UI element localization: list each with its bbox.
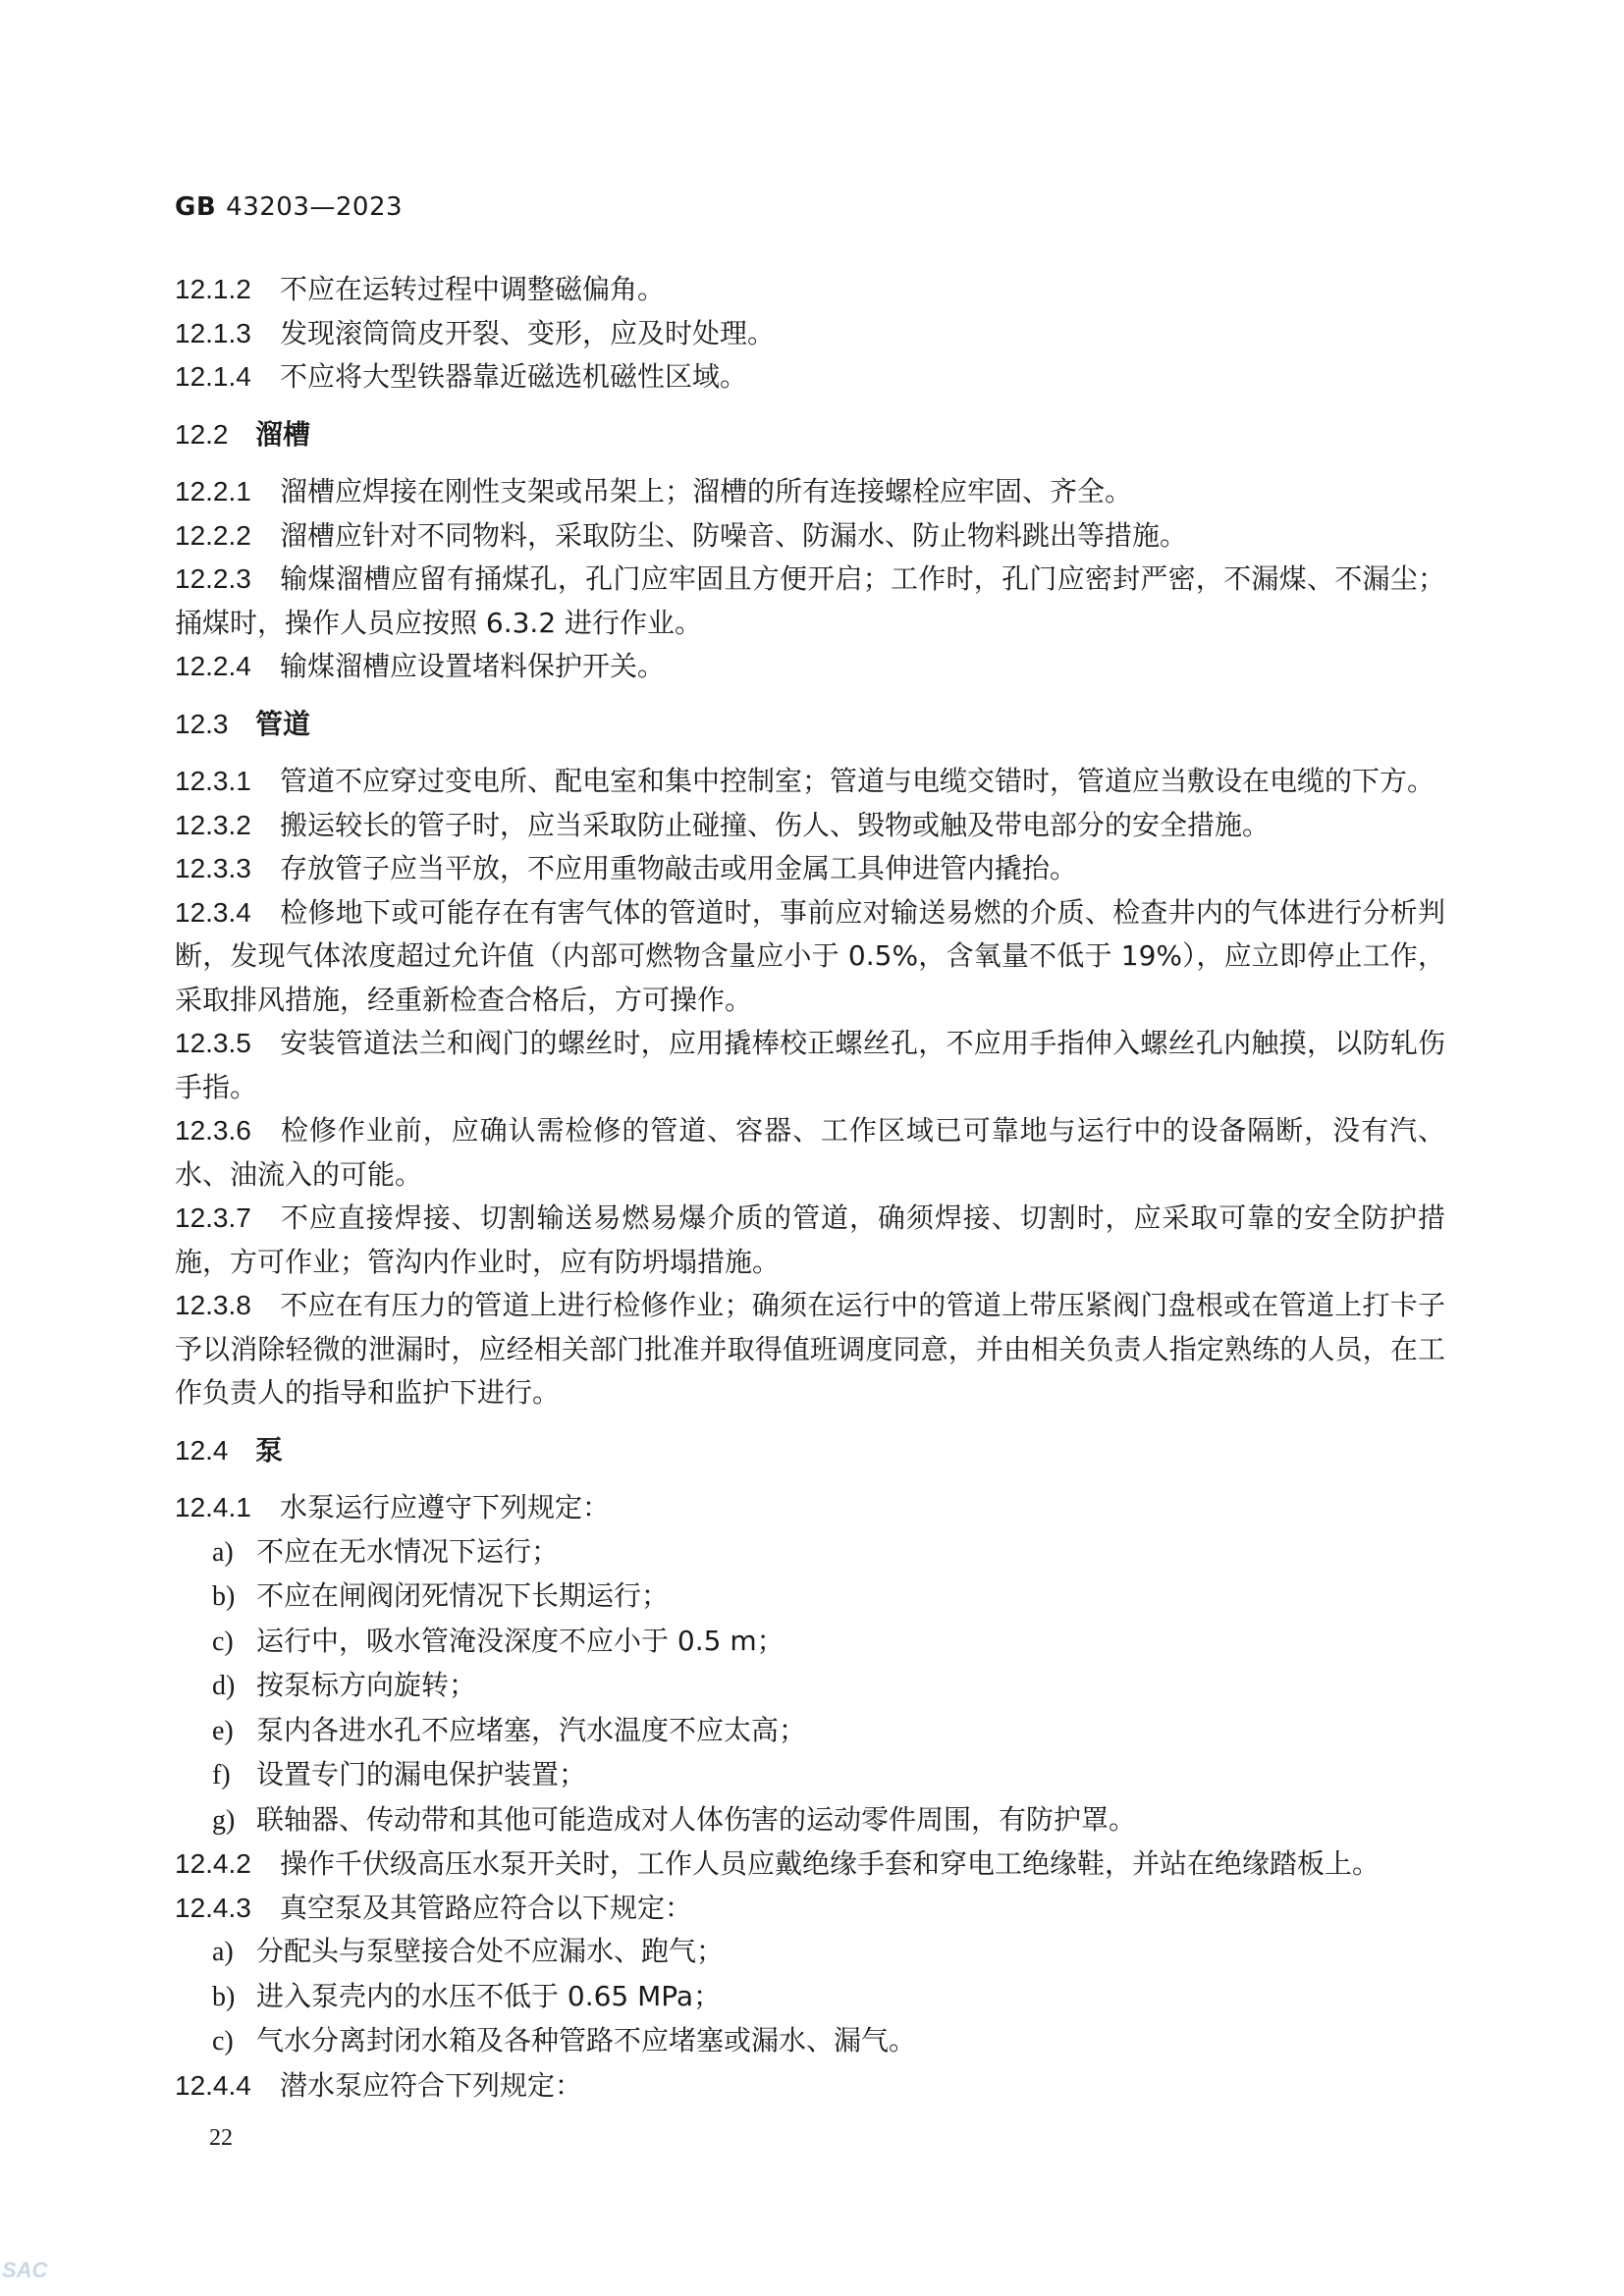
section-title: 管道 bbox=[255, 707, 311, 740]
clause-text: 操作千伏级高压水泵开关时，工作人员应戴绝缘手套和穿电工绝缘鞋，并站在绝缘踏板上。 bbox=[280, 1847, 1380, 1880]
clause-paragraph bbox=[175, 1842, 1445, 1887]
clause-number: 12.4.2 bbox=[175, 1848, 251, 1879]
list-item bbox=[175, 1798, 1445, 1843]
list-item bbox=[175, 1530, 1445, 1575]
section-number: 12.4 bbox=[175, 1434, 229, 1466]
clause-text: 存放管子应当平放，不应用重物敲击或用金属工具伸进管内撬抬。 bbox=[280, 852, 1078, 884]
clause-number: 12.3.3 bbox=[175, 853, 251, 883]
list-item-text: 设置专门的漏电保护装置； bbox=[256, 1758, 587, 1790]
clause-paragraph bbox=[175, 1284, 1445, 1415]
list-item-letter: b) bbox=[212, 1981, 236, 2012]
clause-number: 12.3.1 bbox=[175, 766, 251, 796]
clause-paragraph bbox=[175, 514, 1445, 559]
clause-text: 输煤溜槽应留有捅煤孔，孔门应牢固且方便开启；工作时，孔门应密封严密，不漏煤、不漏尘；捅煤时，操作人员应按照 6.3.2 进行作业。 bbox=[175, 562, 1445, 639]
list-item-text: 气水分离封闭水箱及各种管路不应堵塞或漏水、漏气。 bbox=[256, 2024, 917, 2056]
document-header bbox=[175, 192, 403, 222]
clause-paragraph bbox=[175, 760, 1445, 804]
section-heading bbox=[175, 703, 1445, 747]
list-item-letter: c) bbox=[212, 1626, 234, 1657]
section-heading bbox=[175, 413, 1445, 457]
sac-stamp-logo: SAC bbox=[2, 2258, 48, 2282]
standard-number: 43203—2023 bbox=[226, 192, 404, 222]
list-item-text: 不应在无水情况下运行； bbox=[256, 1534, 560, 1568]
document-body bbox=[175, 268, 1445, 2108]
list-item bbox=[175, 2019, 1445, 2064]
clause-paragraph bbox=[175, 1887, 1445, 1931]
list-item-letter: a) bbox=[212, 1536, 234, 1568]
section-number: 12.2 bbox=[175, 418, 229, 450]
clause-paragraph bbox=[175, 645, 1445, 689]
clause-number: 12.1.4 bbox=[175, 361, 251, 392]
list-item-text: 联轴器、传动带和其他可能造成对人体伤害的运动零件周围，有防护罩。 bbox=[256, 1802, 1137, 1836]
section-title: 泵 bbox=[255, 1433, 284, 1467]
list-item-text: 分配头与泵壁接合处不应漏水、跑气； bbox=[256, 1935, 725, 1967]
clause-number: 12.3.7 bbox=[175, 1202, 251, 1233]
clause-number: 12.3.5 bbox=[175, 1028, 251, 1058]
clause-paragraph bbox=[175, 847, 1445, 891]
list-item-letter: e) bbox=[212, 1715, 234, 1746]
clause-text: 不应直接焊接、切割输送易燃易爆介质的管道，确须焊接、切割时，应采取可靠的安全防护措施，方可作业；管沟内作业时，应有防坍塌措施。 bbox=[175, 1201, 1445, 1278]
clause-text: 不应将大型铁器靠近磁选机磁性区域。 bbox=[280, 360, 748, 393]
clause-text: 检修地下或可能存在有害气体的管道时，事前应对输送易燃的介质、检查井内的气体进行分析判断，发现气体浓度超过允许值（内部可燃物含量应小于 0.5%，含氧量不低于 19%），应立即停止工作，采取排风措施，经重新检查合格后，方可操作。 bbox=[175, 895, 1445, 1016]
clause-number: 12.2.3 bbox=[175, 563, 251, 594]
clause-paragraph bbox=[175, 355, 1445, 400]
page-number: 22 bbox=[209, 2125, 233, 2151]
list-item-letter: b) bbox=[212, 1581, 236, 1612]
clause-paragraph bbox=[175, 312, 1445, 356]
clause-number: 12.3.4 bbox=[175, 896, 251, 928]
list-item bbox=[175, 1753, 1445, 1798]
clause-paragraph bbox=[175, 1197, 1445, 1284]
section-number: 12.3 bbox=[175, 708, 229, 739]
list-item-text: 不应在闸阀闭死情况下长期运行； bbox=[256, 1579, 670, 1612]
list-item bbox=[175, 1930, 1445, 1975]
standard-code: GB bbox=[175, 192, 217, 222]
clause-paragraph bbox=[175, 1022, 1445, 1109]
list-item bbox=[175, 1664, 1445, 1709]
clause-paragraph bbox=[175, 1486, 1445, 1530]
section-heading bbox=[175, 1429, 1445, 1473]
list-item-letter: c) bbox=[212, 2026, 234, 2056]
clause-text: 溜槽应针对不同物料，采取防尘、防噪音、防漏水、防止物料跳出等措施。 bbox=[280, 518, 1188, 552]
clause-number: 12.1.3 bbox=[175, 317, 251, 348]
clause-number: 12.3.6 bbox=[175, 1115, 251, 1146]
clause-text: 潜水泵应符合下列规定： bbox=[280, 2068, 583, 2102]
clause-number: 12.4.4 bbox=[175, 2069, 251, 2101]
clause-paragraph bbox=[175, 1109, 1445, 1197]
clause-number: 12.2.1 bbox=[175, 476, 251, 507]
clause-paragraph bbox=[175, 558, 1445, 645]
list-item bbox=[175, 1620, 1445, 1665]
list-item-text: 进入泵壳内的水压不低于 0.65 MPa； bbox=[256, 1979, 722, 2012]
clause-paragraph bbox=[175, 804, 1445, 848]
clause-number: 12.3.8 bbox=[175, 1290, 251, 1320]
clause-text: 不应在有压力的管道上进行检修作业；确须在运行中的管道上带压紧阀门盘根或在管道上打卡子予以消除轻微的泄漏时，应经相关部门批准并取得值班调度同意，并由相关负责人指定熟练的人员，在工作负责人的指导和监护下进行。 bbox=[175, 1289, 1445, 1409]
list-item-letter: f) bbox=[212, 1760, 231, 1790]
list-item-text: 按泵标方向旋转； bbox=[256, 1669, 477, 1701]
list-item-letter: g) bbox=[212, 1804, 236, 1836]
clause-number: 12.2.2 bbox=[175, 519, 251, 551]
clause-paragraph bbox=[175, 470, 1445, 514]
list-item-text: 运行中，吸水管淹没深度不应小于 0.5 m； bbox=[256, 1624, 785, 1657]
clause-number: 12.2.4 bbox=[175, 651, 251, 681]
list-item-text: 泵内各进水孔不应堵塞，汽水温度不应太高； bbox=[256, 1713, 807, 1746]
clause-text: 不应在运转过程中调整磁偏角。 bbox=[280, 273, 666, 305]
clause-text: 输煤溜槽应设置堵料保护开关。 bbox=[280, 650, 666, 682]
clause-paragraph bbox=[175, 2064, 1445, 2109]
clause-number: 12.3.2 bbox=[175, 809, 251, 840]
clause-text: 管道不应穿过变电所、配电室和集中控制室；管道与电缆交错时，管道应当敷设在电缆的下方。 bbox=[280, 765, 1435, 797]
list-item bbox=[175, 1575, 1445, 1620]
list-item-letter: d) bbox=[212, 1671, 236, 1701]
list-item bbox=[175, 1975, 1445, 2020]
clause-number: 12.1.2 bbox=[175, 274, 251, 304]
clause-number: 12.4.3 bbox=[175, 1892, 251, 1923]
clause-text: 水泵运行应遵守下列规定： bbox=[280, 1491, 611, 1523]
list-item-letter: a) bbox=[212, 1937, 234, 1967]
list-item bbox=[175, 1709, 1445, 1754]
clause-text: 检修作业前，应确认需检修的管道、容器、工作区域已可靠地与运行中的设备隔断，没有汽、水、油流入的可能。 bbox=[175, 1114, 1445, 1191]
clause-paragraph bbox=[175, 268, 1445, 312]
clause-text: 溜槽应焊接在刚性支架或吊架上；溜槽的所有连接螺栓应牢固、齐全。 bbox=[280, 475, 1133, 507]
clause-paragraph bbox=[175, 891, 1445, 1023]
clause-text: 真空泵及其管路应符合以下规定： bbox=[280, 1891, 693, 1924]
clause-text: 安装管道法兰和阀门的螺丝时，应用撬棒校正螺丝孔，不应用手指伸入螺丝孔内触摸，以防轧伤手指。 bbox=[175, 1027, 1445, 1103]
section-title: 溜槽 bbox=[255, 417, 311, 451]
clause-text: 发现滚筒筒皮开裂、变形，应及时处理。 bbox=[280, 316, 776, 349]
clause-number: 12.4.1 bbox=[175, 1492, 251, 1522]
clause-text: 搬运较长的管子时，应当采取防止碰撞、伤人、毁物或触及带电部分的安全措施。 bbox=[280, 808, 1271, 841]
